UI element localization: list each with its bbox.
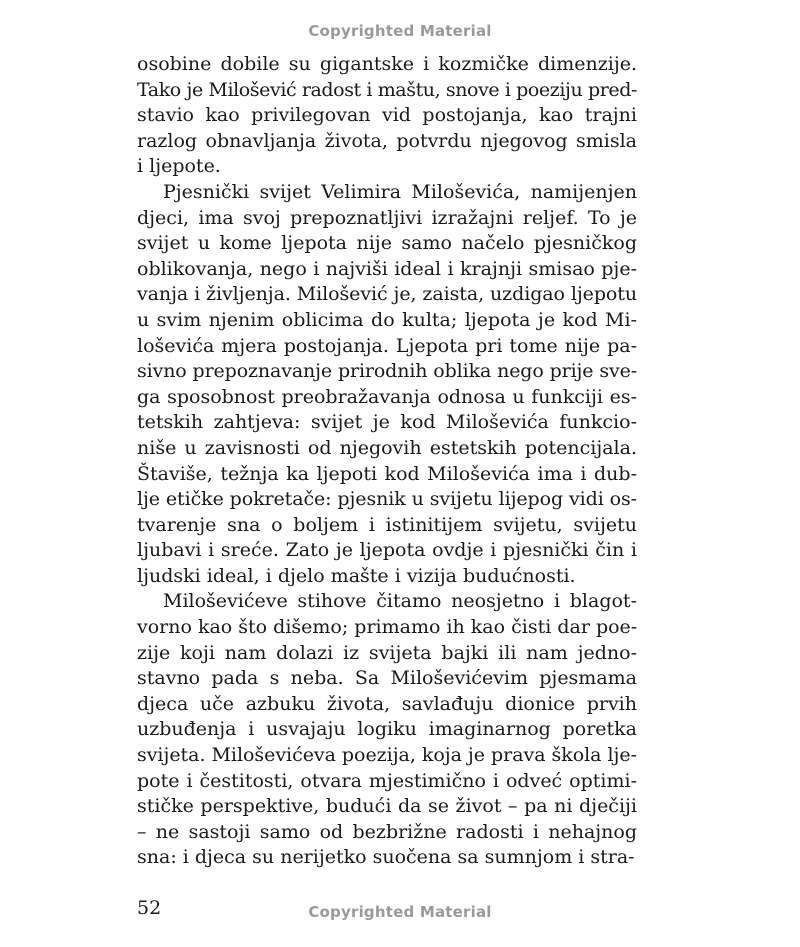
- text-line: djeca uče azbuku života, savlađuju dionice prvih: [137, 692, 637, 715]
- body-text: [137, 52, 637, 871]
- paragraph: [137, 180, 637, 590]
- text-line: tetskih zahtjeva: svijet je kod Miloševića funkcio-: [137, 411, 637, 434]
- text-line: Miloševićeve stihove čitamo neosjetno i blagot-: [163, 590, 637, 613]
- page-number: 52: [137, 897, 162, 919]
- text-line: Pjesnički svijet Velimira Miloševića, namijenjen: [163, 180, 637, 203]
- text-line: pote i čestitosti, otvara mjestimično i odveć optimi-: [137, 769, 637, 792]
- text-line: sivno prepoznavanje prirodnih oblika nego prije sve-: [137, 360, 637, 383]
- paragraph: [137, 52, 637, 180]
- text-line: vanja i življenja. Milošević je, zaista, uzdigao ljepotu: [137, 283, 637, 306]
- text-line: stavio kao privilegovan vid postojanja, kao trajni: [137, 104, 637, 127]
- text-line: oblikovanja, nego i najviši ideal i krajnji smisao pje-: [137, 257, 637, 280]
- text-line: stičke perspektive, budući da se život – pa ni dječiji: [137, 795, 637, 818]
- text-line: osobine dobile su gigantske i kozmičke dimenzije.: [137, 53, 637, 75]
- text-line: ljubavi i sreće. Zato je ljepota ovdje i pjesnički čin i: [137, 539, 637, 562]
- text-line: Tako je Milošević radost i maštu, snove i poeziju pred-: [137, 78, 637, 101]
- text-line: ga sposobnost preobražavanja odnosa u funkciji es-: [137, 385, 637, 408]
- text-line: – ne sastoji samo od bezbrižne radosti i nehajnog: [137, 820, 637, 843]
- text-line: vorno kao što dišemo; primamo ih kao čisti dar poe-: [137, 616, 638, 639]
- text-line: svijeta. Miloševićeva poezija, koja je prava škola lje-: [137, 744, 637, 767]
- text-line: loševića mjera postojanja. Ljepota pri tome nije pa-: [137, 334, 637, 357]
- text-line: zije koji nam dolazi iz svijeta bajki ili nam jedno-: [137, 641, 637, 664]
- text-line: i ljepote.: [137, 155, 221, 178]
- watermark-bottom: Copyrighted Material: [308, 903, 492, 921]
- text-line: sna: i djeca su nerijetko suočena sa sumnjom i stra-: [137, 846, 635, 869]
- text-line: svijet u kome ljepota nije samo načelo pjesničkog: [137, 232, 637, 255]
- text-line: djeci, ima svoj prepoznatljivi izražajni reljef. To je: [137, 206, 637, 229]
- text-line: u svim njenim oblicima do kulta; ljepota je kod Mi-: [137, 308, 637, 331]
- text-line: lje etičke pokretače: pjesnik u svijetu lijepog vidi os-: [137, 488, 637, 511]
- watermark-top: Copyrighted Material: [308, 22, 492, 40]
- text-line: ljudski ideal, i djelo mašte i vizija budućnosti.: [137, 564, 576, 587]
- text-line: stavno pada s neba. Sa Miloševićevim pjesmama: [137, 667, 637, 690]
- text-line: tvarenje sna o boljem i istinitijem svijetu, svijetu: [137, 513, 637, 536]
- text-line: razlog obnavljanja života, potvrdu njegovog smisla: [137, 129, 637, 152]
- text-line: Štaviše, težnja ka ljepoti kod Miloševića ima i dub-: [137, 462, 637, 485]
- paragraph: [137, 589, 637, 871]
- text-line: uzbuđenja i usvajaju logiku imaginarnog poretka: [137, 718, 637, 741]
- text-line: niše u zavisnosti od njegovih estetskih potencijala.: [137, 436, 637, 459]
